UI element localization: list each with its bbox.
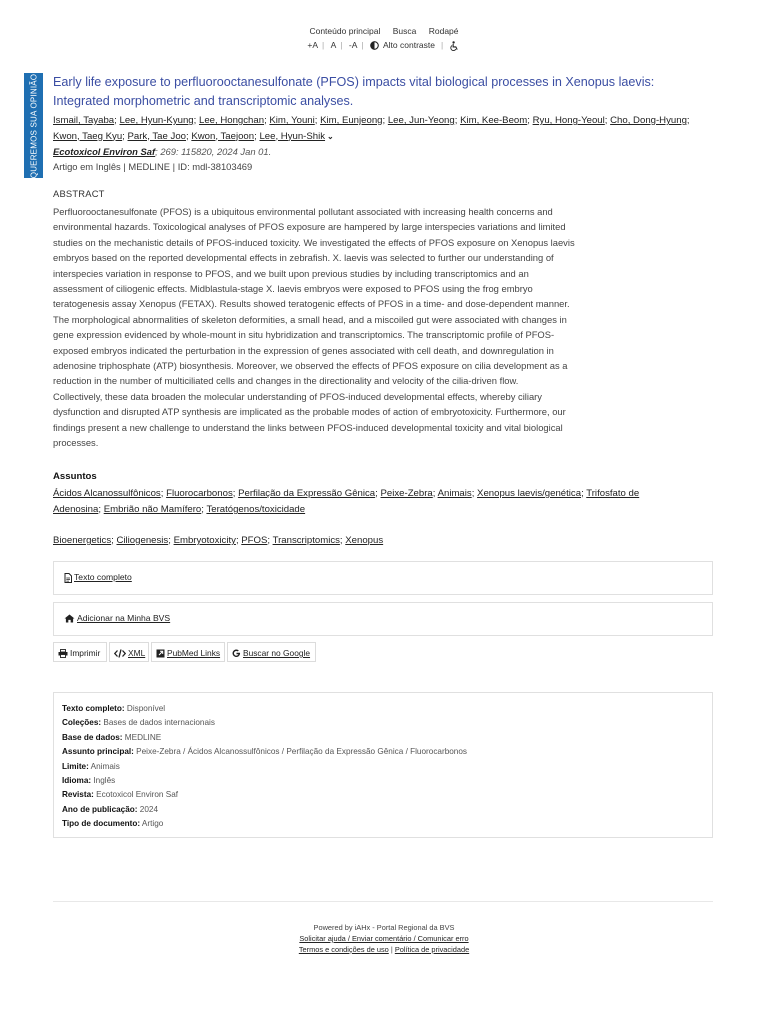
add-to-my-bvs-button[interactable]: Adicionar na Minha BVS (53, 602, 713, 636)
abstract-line: interspecies variation in response to PFOS, and we built upon previous studies by including transcriptomics and an (53, 267, 529, 279)
footer-divider (53, 901, 713, 902)
keywords-list: Bioenergetics; Ciliogenesis; Embryotoxicity; PFOS; Transcriptomics; Xenopus (53, 535, 384, 546)
font-increase-button[interactable]: +A (307, 40, 319, 50)
abstract-text (53, 204, 623, 451)
record-details (53, 692, 713, 838)
detail-value: Artigo (140, 819, 164, 829)
printer-icon (58, 649, 68, 658)
author-link[interactable]: Kim, Eunjeong (320, 115, 383, 126)
subjects-line: Ácidos Alcanossulfônicos; Fluorocarbonos; Perfilação da Expressão Gênica; Peixe-Zebra; Animais; Xenopus laevis/genética; Trifosfato de (53, 488, 640, 499)
keyword-link[interactable]: Ciliogenesis (116, 535, 169, 546)
abstract-line: environmental hazards. Toxicological analyses of PFOS exposure are hampered by large interspecies variations and limited (53, 221, 566, 233)
author-link[interactable]: Kwon, Taejoon (191, 130, 255, 142)
skip-to-footer-link[interactable]: Rodapé (428, 26, 459, 36)
subject-link[interactable]: Animais (437, 488, 472, 499)
detail-label: Assunto principal: (62, 747, 134, 757)
abstract-line: dysfunction and disrupted ATP synthesis are implicated as the probable modes of action of embryotoxicity. Furthermore, our (53, 406, 566, 418)
keyword-link[interactable]: Transcriptomics (272, 535, 340, 546)
font-decrease-button[interactable]: -A (348, 40, 358, 50)
keyword-link[interactable]: PFOS (241, 535, 268, 546)
detail-label: Ano de publicação: (62, 804, 138, 814)
abstract-line: studies on the mechanistic details of PFOS-induced toxicity. We investigated the effects of PFOS exposure on Xenopus laevis (53, 236, 575, 248)
author-link[interactable]: Lee, Hongchan (198, 115, 265, 126)
detail-value: Disponível (124, 704, 166, 713)
author-link[interactable]: Ismail, Tayaba (53, 115, 115, 126)
chevron-down-icon[interactable]: ⌄ (327, 131, 334, 141)
powered-by: Powered by iAHx - Portal Regional da BVS (313, 923, 455, 932)
author-link[interactable]: Kim, Kee-Beom (460, 115, 528, 126)
journal-details: ; 269: 115820, 2024 Jan 01. (155, 146, 272, 157)
detail-label: Tipo de documento: (62, 819, 141, 829)
abstract-line: embryos based on the reported developmental effects in zebrafish. X. laevis was selected to further our understanding of (53, 252, 554, 264)
pubmed-links-button[interactable]: PubMed Links (151, 642, 225, 662)
abstract-line: Collectively, these data broaden the molecular understanding of PFOS-induced developmental effects, whereby ciliary (53, 390, 542, 402)
subjects-heading: Assuntos (53, 471, 97, 482)
subject-link[interactable]: Trifosfato de (586, 488, 640, 499)
detail-value: Animais (88, 761, 120, 771)
details-rows (62, 702, 467, 832)
detail-value: MEDLINE (122, 732, 162, 742)
author-link[interactable]: Lee, Hyun-Shik (259, 130, 326, 142)
print-button[interactable]: Imprimir (53, 642, 107, 662)
abstract-label: ABSTRACT (53, 188, 105, 199)
subjects-list (53, 486, 713, 518)
external-link-icon (156, 649, 165, 658)
font-normal-button[interactable]: A (330, 40, 337, 50)
skip-to-content-link[interactable]: Conteúdo principal (309, 26, 381, 36)
abstract-line: findings present a new challenge to understand the links between PFOS-induced developmental toxicity and vital biological (53, 421, 563, 433)
feedback-tab[interactable]: QUEREMOS SUA OPINIÃO (24, 73, 43, 178)
high-contrast-button[interactable]: Alto contraste (370, 40, 437, 50)
abstract-line: exposed embryos indicated the perturbation in the expression of genes associated with cell death, and downregulation in (53, 344, 554, 356)
skip-to-search-link[interactable]: Busca (392, 26, 417, 36)
author-link[interactable]: Cho, Dong-Hyung (610, 115, 687, 126)
abstract-line: gene expression evidenced by whole-mount in situ hybridization and transcriptomics. The transcriptomic profile of PFOS- (53, 329, 555, 341)
abstract-line: assessment of ciliogenic effects. Midblastula-stage X. laevis embryos were exposed to PFOS using the frog embryo (53, 283, 533, 295)
author-link[interactable]: Park, Tae Joo (127, 130, 186, 142)
abstract-line: Perfluorooctanesulfonate (PFOS) is a ubiquitous environmental pollutant associated with increasing health concerns and (53, 206, 553, 217)
abstract-line: teratogenesis assay Xenopus (FETAX). Results showed teratogenic effects of PFOS in a time- and dose-dependent manner. (53, 298, 570, 310)
code-icon (114, 649, 126, 658)
detail-value: Peixe-Zebra / Ácidos Alcanossulfônicos / Perfilação da Expressão Gênica / Fluorocarbonos (133, 747, 468, 757)
author-link[interactable]: Kim, Youni (269, 115, 315, 126)
full-text-button[interactable]: Texto completo (53, 561, 713, 595)
subject-link[interactable]: Xenopus laevis/genética (477, 488, 582, 499)
subject-link[interactable]: Teratógenos/toxicidade (206, 504, 306, 515)
home-icon (64, 614, 75, 623)
author-link[interactable]: Lee, Hyun-Kyung (119, 115, 194, 126)
contrast-icon (370, 41, 379, 50)
subject-link[interactable]: Adenosina (53, 504, 99, 515)
keyword-link[interactable]: Xenopus (345, 535, 384, 546)
detail-row (62, 745, 467, 759)
abstract-line: processes. (53, 437, 99, 449)
document-icon (64, 573, 72, 583)
xml-button[interactable]: XML (109, 642, 149, 662)
detail-row (62, 788, 467, 802)
article-meta: Artigo em Inglês | MEDLINE | ID: mdl-38103469 (53, 161, 253, 172)
detail-label: Texto completo: (62, 704, 125, 713)
detail-row (62, 760, 467, 774)
detail-label: Idioma: (62, 776, 92, 786)
keyword-link[interactable]: Embryotoxicity (173, 535, 236, 546)
subject-link[interactable]: Ácidos Alcanossulfônicos (53, 488, 161, 499)
detail-row (62, 774, 467, 788)
detail-label: Limite: (62, 761, 89, 771)
privacy-link[interactable]: Política de privacidade (394, 945, 470, 954)
article-title: Early life exposure to perfluorooctanesulfonate (PFOS) impacts vital biological processes in Xenopus laevis: Integrated morphometric and transcriptomic analyses. (53, 75, 655, 108)
accessibility-icon (450, 41, 459, 51)
detail-label: Coleções: (62, 718, 102, 728)
accessibility-bar: Conteúdo principal Busca Rodapé +A | A | -A | Alto contraste | (0, 26, 768, 51)
subject-link[interactable]: Embrião não Mamífero (103, 504, 202, 515)
abstract-line: reduction in the number of multiciliated cells and changes in the directionality and velocity of the cilia-driven flow. (53, 375, 519, 387)
help-link[interactable]: Solicitar ajuda / Enviar comentário / Comunicar erro (299, 934, 469, 943)
footer: Powered by iAHx - Portal Regional da BVS Solicitar ajuda / Enviar comentário / Comunicar erro Termos e condições de uso | Política de privacidade (0, 922, 768, 955)
subjects-line: Adenosina; Embrião não Mamífero; Teratógenos/toxicidade (53, 504, 306, 515)
detail-label: Base de dados: (62, 732, 123, 742)
detail-label: Revista: (62, 790, 94, 800)
subject-link[interactable]: Peixe-Zebra (380, 488, 433, 499)
detail-value: 2024 (137, 804, 159, 814)
abstract-line: adenosine triphosphate (ATP) biosynthesis. Moreover, we observed the effects of PFOS exposure on cilia development as a (53, 360, 568, 372)
abstract-line: The morphological abnormalities of skeleton deformities, a small head, and a miscoiled gut were associated with changes in (53, 313, 567, 325)
detail-value: Ecotoxicol Environ Saf (93, 790, 179, 800)
detail-row (62, 731, 467, 745)
detail-value: Inglês (91, 776, 116, 786)
detail-row (62, 702, 467, 716)
author-link[interactable]: Lee, Jun-Yeong (387, 115, 455, 126)
accessibility-button[interactable] (450, 40, 461, 50)
author-link[interactable]: Ryu, Hong-Yeoul (532, 115, 605, 126)
journal-link[interactable]: Ecotoxicol Environ Saf (53, 146, 156, 157)
subject-link[interactable]: Fluorocarbonos (166, 488, 233, 499)
author-list: Ismail, Tayaba; Lee, Hyun-Kyung; Lee, Hongchan; Kim, Youni; Kim, Eunjeong; Lee, Jun-Yeong; Kim, Kee-Beom; Ryu, Hong-Yeoul; Cho, Dong-Hyung; Kwon, Taeg Kyu; Park, Tae Joo; Kwon, Taejoon; Lee, Hyun-Shik ⌄ (53, 115, 690, 142)
google-icon (232, 649, 241, 658)
subject-link[interactable]: Perfilação da Expressão Gênica (238, 488, 376, 499)
detail-row (62, 817, 467, 831)
author-link[interactable]: Kwon, Taeg Kyu (53, 130, 123, 142)
terms-link[interactable]: Termos e condições de uso (298, 945, 389, 954)
detail-row (62, 716, 467, 730)
journal-citation (53, 144, 713, 159)
google-search-button[interactable]: Buscar no Google (227, 642, 316, 662)
detail-value: Bases de dados internacionais (101, 718, 215, 728)
keyword-link[interactable]: Bioenergetics (53, 535, 112, 546)
detail-row (62, 803, 467, 817)
